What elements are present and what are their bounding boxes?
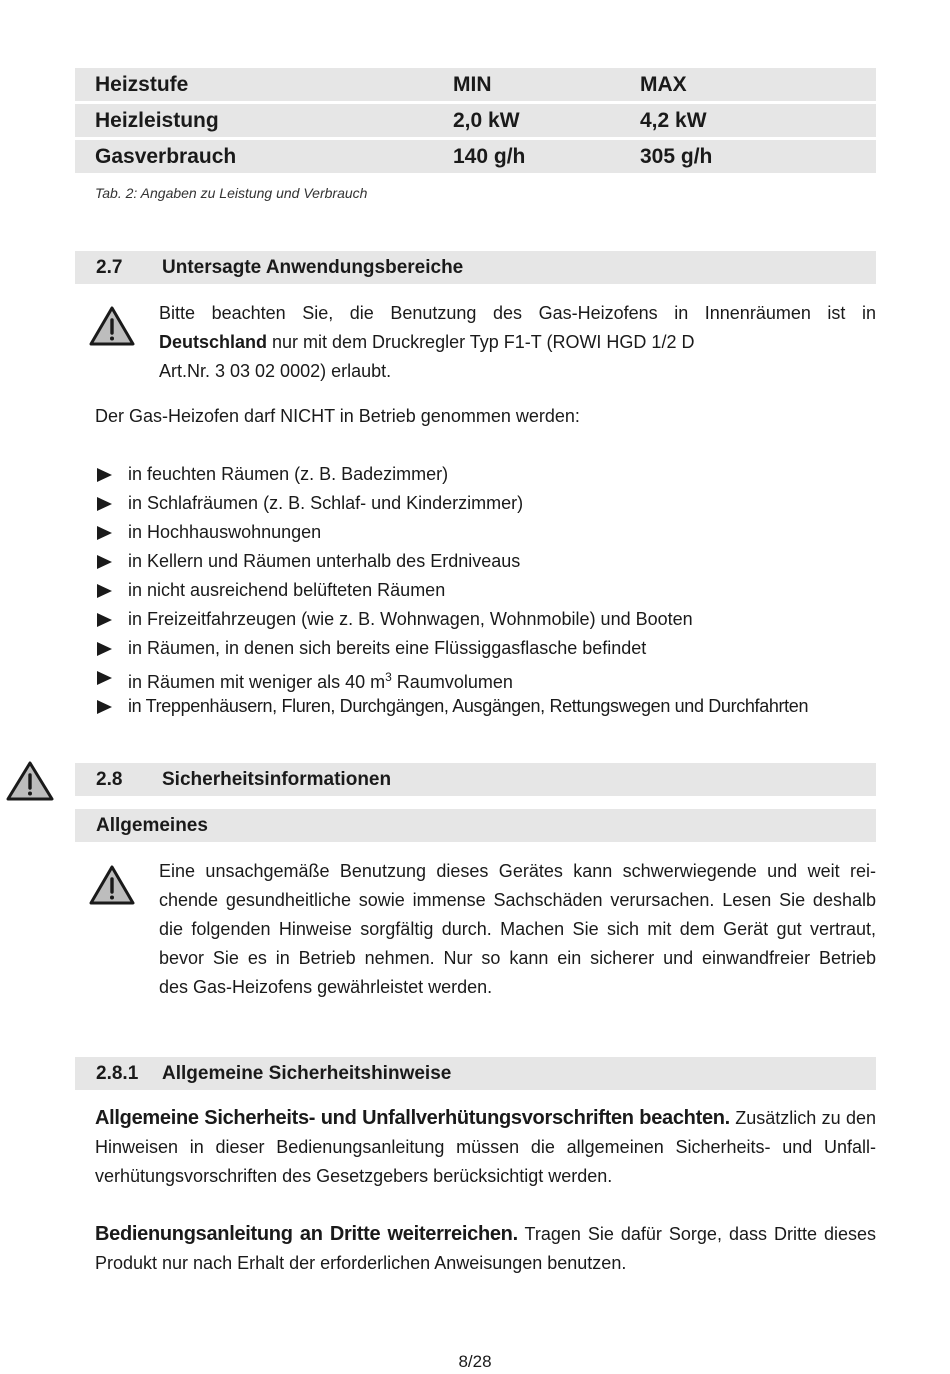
table-cell-label: Gasverbrauch [95, 145, 237, 168]
paragraph-line [95, 1220, 876, 1249]
safety-paragraph-1 [95, 1104, 876, 1191]
table-cell-label: Heizstufe [95, 73, 189, 96]
table-cell-min: 2,0 kW [453, 109, 520, 132]
subheading-title: Allgemeines [96, 815, 208, 836]
section-title: Sicherheitsinformationen [162, 769, 392, 790]
warning-line: Art.Nr. 3 03 02 0002) erlaubt. [159, 361, 392, 381]
warning-line: bevor Sie es in Betrieb nehmen. Nur so kann ein sicherer und einwandfreier Betrieb [159, 948, 876, 968]
bullet-arrow-icon [97, 671, 112, 685]
table-cell-max: MAX [640, 73, 687, 96]
safety-paragraph-2 [95, 1220, 876, 1278]
list-item [95, 489, 808, 518]
warning-line-rest: nur mit dem Druckregler Typ F1-T (ROWI HGD 1/2 D [267, 332, 695, 352]
list-item-text: in Freizeitfahrzeugen (wie z. B. Wohnwagen, Wohnmobile) und Booten [128, 609, 693, 629]
list-item-text: in Treppenhäusern, Fluren, Durchgängen, Ausgängen, Rettungswegen und Durchfahrten [128, 696, 809, 716]
list-item-text: in feuchten Räumen (z. B. Badezimmer) [128, 464, 449, 484]
bullet-arrow-icon [97, 700, 112, 714]
list-item [95, 663, 808, 692]
warning-line [159, 328, 876, 357]
list-item-text-suffix: Raumvolumen [391, 672, 513, 692]
table-cell-min: MIN [453, 73, 492, 96]
paragraph-lead: Allgemeine Sicherheits- und Unfallverhütungsvorschriften beachten. [95, 1107, 730, 1129]
table-cell-max: 4,2 kW [640, 109, 707, 132]
bullet-arrow-icon [97, 642, 112, 656]
paragraph-text: Zusätzlich zu den [729, 1108, 876, 1128]
list-item [95, 460, 808, 489]
subheading-bar [75, 809, 876, 842]
warning-bold-country: Deutschland [159, 332, 268, 352]
section-header-2-7 [75, 251, 876, 284]
section-number: 2.7 [96, 257, 123, 278]
table-row [75, 104, 876, 137]
table-row [75, 140, 876, 173]
list-item [95, 605, 808, 634]
paragraph-line [95, 1104, 876, 1133]
paragraph-lead: Bedienungsanleitung an Dritte weiterreichen. [95, 1223, 518, 1245]
list-item [95, 576, 808, 605]
list-item [95, 518, 808, 547]
warning-icon [88, 305, 136, 347]
paragraph-line: Hinweisen in dieser Bedienungsanleitung müssen die allgemeinen Sicherheits- und Unfall- [95, 1137, 876, 1157]
table-cell-min: 140 g/h [453, 145, 526, 168]
section-header-2-8 [75, 763, 876, 796]
paragraph-line: verhütungsvorschriften des Gesetzgebers berücksichtigt werden. [95, 1166, 613, 1186]
bullet-arrow-icon [97, 584, 112, 598]
table-caption: Tab. 2: Angaben zu Leistung und Verbrauch [95, 185, 368, 201]
prohibition-intro: Der Gas-Heizofen darf NICHT in Betrieb genommen werden: [95, 406, 580, 426]
list-item [95, 692, 808, 721]
warning-line: die folgenden Hinweise sorgfältig durch. Machen Sie sich mit dem Gerät gut vertraut, [159, 919, 876, 939]
list-item-text: in Hochhauswohnungen [128, 522, 322, 542]
list-item-text: in nicht ausreichend belüfteten Räumen [128, 580, 446, 600]
bullet-arrow-icon [97, 526, 112, 540]
bullet-arrow-icon [97, 555, 112, 569]
list-item-text: in Räumen mit weniger als 40 m [128, 672, 386, 692]
table-cell-label: Heizleistung [95, 109, 219, 132]
table-row [75, 68, 876, 101]
section-number: 2.8 [96, 769, 123, 790]
section-title: Allgemeine Sicherheitshinweise [162, 1063, 452, 1084]
page-number: 8/28 [458, 1352, 492, 1371]
list-item [95, 547, 808, 576]
list-item-text: in Räumen, in denen sich bereits eine Flüssiggasflasche befindet [128, 638, 647, 658]
warning-line: Eine unsachgemäße Benutzung dieses Gerätes kann schwerwiegende und weit rei- [159, 861, 876, 881]
paragraph-text: Tragen Sie dafür Sorge, dass Dritte dieses [517, 1224, 876, 1244]
paragraph-line: Produkt nur nach Erhalt der erforderlichen Anweisungen benutzen. [95, 1253, 627, 1273]
superscript: 3 [385, 670, 392, 684]
bullet-arrow-icon [97, 613, 112, 627]
list-item-text: in Schlafräumen (z. B. Schlaf- und Kinderzimmer) [128, 493, 524, 513]
warning-line: Bitte beachten Sie, die Benutzung des Gas-Heizofens in Innenräumen ist in [159, 303, 876, 323]
margin-warning-icon [5, 760, 55, 802]
list-item-text: in Kellern und Räumen unterhalb des Erdniveaus [128, 551, 521, 571]
warning-line: chende gesundheitliche sowie immense Sachschäden verursachen. Lesen Sie deshalb [159, 890, 876, 910]
section-title: Untersagte Anwendungsbereiche [162, 257, 464, 278]
bullet-arrow-icon [97, 468, 112, 482]
general-warning-text [159, 857, 876, 1002]
section-header-2-8-1 [75, 1057, 876, 1090]
warning-line: des Gas-Heizofens gewährleistet werden. [159, 977, 493, 997]
warning-icon [88, 864, 136, 906]
table-cell-max: 305 g/h [640, 145, 713, 168]
warning-text-germany [159, 299, 876, 386]
list-item [95, 634, 808, 663]
prohibition-list [95, 460, 808, 721]
section-number: 2.8.1 [96, 1063, 139, 1084]
bullet-arrow-icon [97, 497, 112, 511]
